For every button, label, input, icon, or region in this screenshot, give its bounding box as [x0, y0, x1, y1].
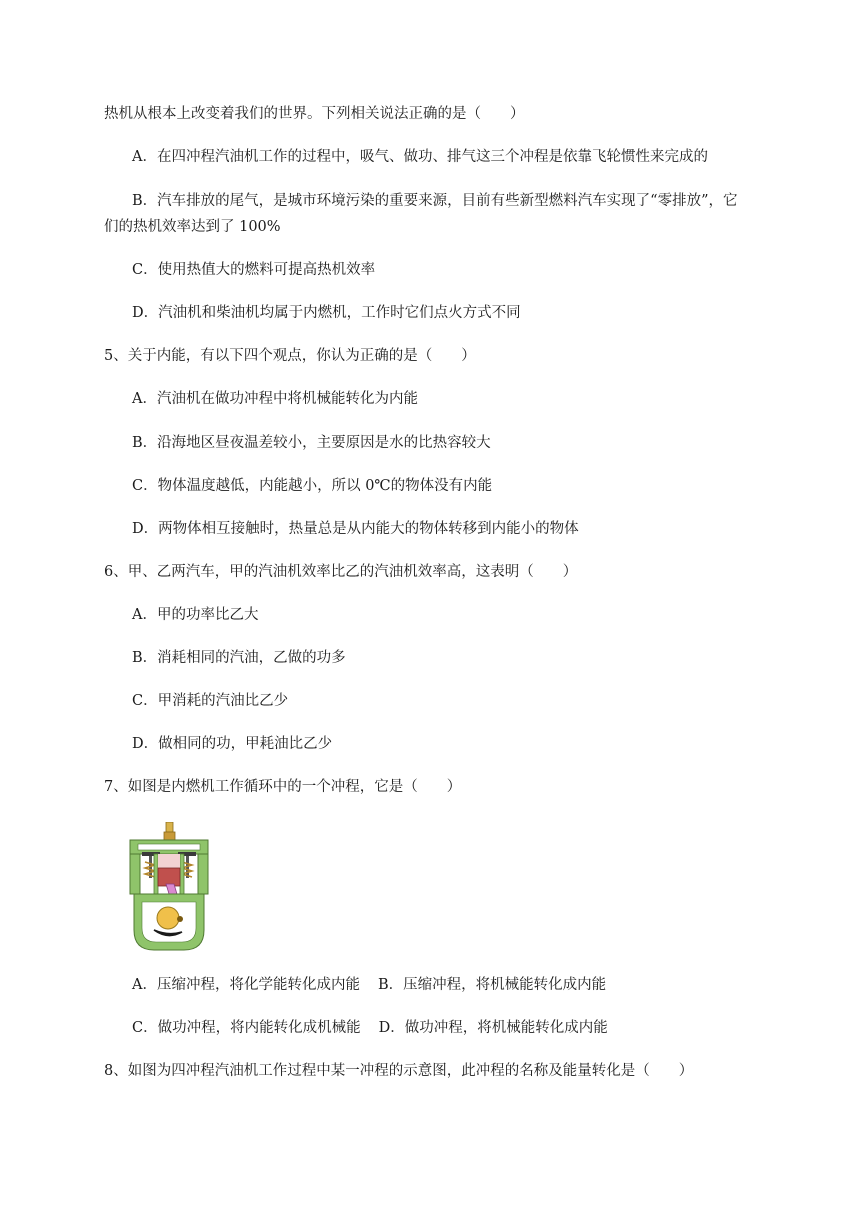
q4-option-c: C．使用热值大的燃料可提高热机效率	[132, 262, 376, 278]
q4-option-b-continued: 们的热机效率达到了 100%	[104, 219, 281, 235]
q4-option-d: D．汽油机和柴油机均属于内燃机，工作时它们点火方式不同	[132, 305, 521, 321]
engine-stroke-figure	[128, 822, 210, 952]
q6-stem: 6、甲、乙两汽车，甲的汽油机效率比乙的汽油机效率高，这表明（ ）	[104, 564, 578, 580]
q6-option-d: D．做相同的功，甲耗油比乙少	[132, 736, 333, 752]
q7-option-c: C．做功冲程，将内能转化成机械能	[132, 1020, 361, 1036]
q4-option-a: A．在四冲程汽油机工作的过程中，吸气、做功、排气这三个冲程是依靠飞轮惯性来完成的	[132, 149, 708, 165]
q7-options-row-2	[132, 1018, 608, 1038]
q5-stem: 5、关于内能，有以下四个观点，你认为正确的是（ ）	[104, 348, 476, 364]
q7-stem: 7、如图是内燃机工作循环中的一个冲程，它是（ ）	[104, 779, 462, 795]
q7-options-row-1	[132, 975, 606, 995]
q5-option-c: C．物体温度越低，内能越小，所以 0℃的物体没有内能	[132, 478, 493, 494]
q6-option-c: C．甲消耗的汽油比乙少	[132, 693, 289, 709]
q8-stem: 8、如图为四冲程汽油机工作过程中某一冲程的示意图，此冲程的名称及能量转化是（ ）	[104, 1063, 694, 1079]
q5-option-a: A．汽油机在做功冲程中将机械能转化为内能	[132, 391, 418, 407]
q5-option-d: D．两物体相互接触时，热量总是从内能大的物体转移到内能小的物体	[132, 521, 579, 537]
q4-stem: 热机从根本上改变着我们的世界。下列相关说法正确的是（ ）	[104, 106, 525, 122]
q5-option-b: B．沿海地区昼夜温差较小，主要原因是水的比热容较大	[132, 435, 491, 451]
q7-option-b: B．压缩冲程，将机械能转化成内能	[377, 977, 607, 993]
q6-option-b: B．消耗相同的汽油，乙做的功多	[132, 650, 346, 666]
q6-option-a: A．甲的功率比乙大	[132, 607, 259, 623]
q7-option-d: D．做功冲程，将机械能转化成内能	[378, 1020, 608, 1036]
q4-option-b: B．汽车排放的尾气，是城市环境污染的重要来源，目前有些新型燃料汽车实现了“零排放”，它	[132, 193, 738, 209]
q7-option-a: A．压缩冲程，将化学能转化成内能	[132, 977, 360, 993]
